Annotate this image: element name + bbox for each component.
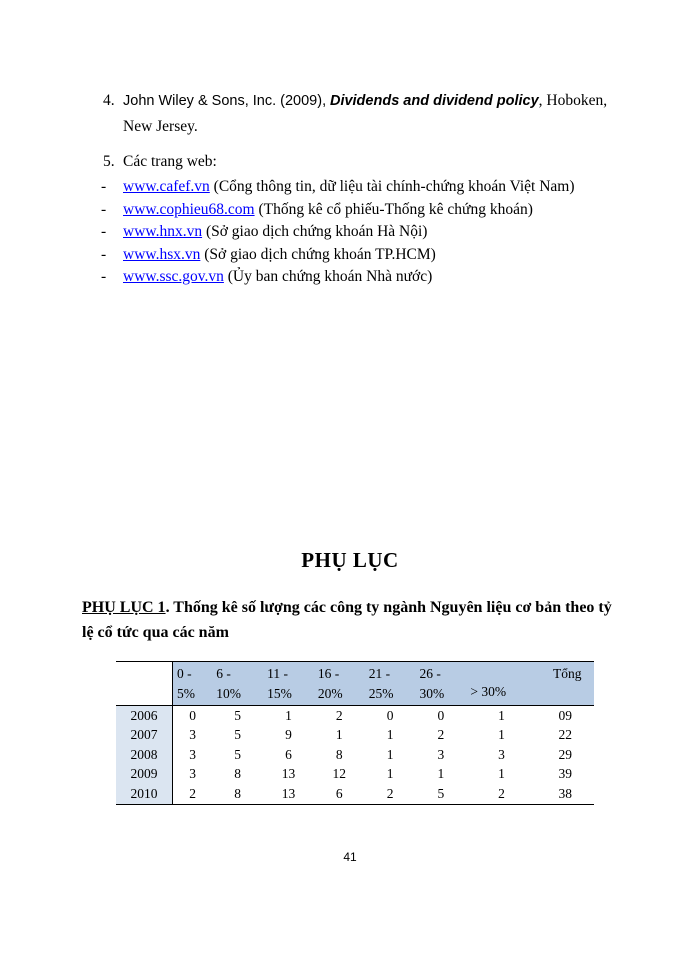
table-cell: 2 <box>466 784 536 804</box>
column-header: 6 - 10% <box>212 662 263 706</box>
appendix-description: . Thống kê số lượng các công ty ngành Nguyên liệu cơ bản theo tỷ lệ cổ tức qua các năm <box>82 599 612 641</box>
link-hnx[interactable]: www.hnx.vn <box>123 223 203 240</box>
table-cell: 1 <box>498 727 505 743</box>
link-hsx[interactable]: www.hsx.vn <box>123 245 201 263</box>
table-row <box>116 726 594 746</box>
list-item <box>101 221 575 244</box>
table-cell: 9 <box>285 727 292 743</box>
column-header: 16 - 20% <box>314 662 365 706</box>
reference-number: 5. <box>103 153 115 170</box>
table-cell: 6 <box>285 746 292 762</box>
bullet: - <box>101 178 107 195</box>
list-item <box>101 266 575 289</box>
table-cell: 5 <box>234 707 242 723</box>
table-cell: 1 <box>437 766 445 782</box>
column-header-total: Tổng <box>537 662 594 706</box>
column-header: 26 - 30% <box>416 662 467 706</box>
table-cell: 1 <box>386 727 394 743</box>
column-header: 11 - 15% <box>263 662 314 706</box>
reference-heading: Các trang web: <box>123 153 217 170</box>
reference-publisher: John Wiley & Sons, Inc. (2009), <box>123 93 327 109</box>
table-cell: 1 <box>386 766 394 782</box>
table-cell: 0 <box>189 707 196 723</box>
table-cell: 1 <box>498 766 505 782</box>
table-cell: 5 <box>416 784 467 804</box>
row-year: 2010 <box>116 784 173 804</box>
table-cell: 2 <box>173 784 213 804</box>
table-cell: 13 <box>263 784 314 804</box>
website-list <box>101 176 575 289</box>
reference-item-5 <box>103 153 217 171</box>
link-description: (Thống kê cổ phiếu-Thống kê chứng khoán) <box>254 200 533 218</box>
table-cell: 8 <box>335 746 343 762</box>
table-cell: 2 <box>335 707 343 723</box>
link-description: (Sở giao dịch chứng khoán TP.HCM) <box>200 245 436 263</box>
list-item <box>101 199 575 222</box>
reference-location: , Hoboken, <box>538 92 608 109</box>
table-cell-total: 29 <box>558 746 573 762</box>
table-cell: 6 <box>314 784 365 804</box>
bullet: - <box>101 268 107 285</box>
link-cafef[interactable]: www.cafef.vn <box>123 178 210 195</box>
column-header: > 30% <box>466 662 536 706</box>
bullet: - <box>101 200 107 218</box>
link-description: (Sở giao dịch chứng khoán Hà Nội) <box>202 223 428 240</box>
table-cell: 12 <box>332 766 347 782</box>
link-description: (Cổng thông tin, dữ liệu tài chính-chứng khoán Việt Nam) <box>209 178 575 195</box>
table-row <box>116 706 594 726</box>
table-cell: 3 <box>189 727 196 743</box>
table-cell: 3 <box>437 746 445 762</box>
list-item <box>101 176 575 199</box>
list-item <box>101 244 575 267</box>
row-year: 2006 <box>116 706 173 726</box>
table-cell: 1 <box>285 707 292 723</box>
row-year: 2009 <box>116 765 173 785</box>
dividend-stats-table <box>116 661 594 805</box>
table-row <box>116 765 594 785</box>
table-cell-total: 39 <box>558 766 573 782</box>
row-year: 2007 <box>116 726 173 746</box>
table-cell: 2 <box>437 727 445 743</box>
table-cell-total: 38 <box>537 784 594 804</box>
table-cell: 13 <box>281 766 296 782</box>
table-cell: 3 <box>498 746 505 762</box>
bullet: - <box>101 223 107 240</box>
table-cell: 5 <box>234 746 242 762</box>
appendix-title: PHỤ LỤC <box>301 548 399 572</box>
link-ssc[interactable]: www.ssc.gov.vn <box>123 268 224 285</box>
link-cophieu68[interactable]: www.cophieu68.com <box>123 200 255 218</box>
table-row <box>116 784 594 804</box>
bullet: - <box>101 245 107 263</box>
reference-title: Dividends and dividend policy <box>329 93 539 109</box>
table-cell: 2 <box>365 784 416 804</box>
appendix-label: PHỤ LỤC 1 <box>82 599 166 616</box>
corner-cell <box>116 662 173 706</box>
table-cell: 8 <box>212 784 263 804</box>
table-cell: 1 <box>386 746 394 762</box>
table-cell: 3 <box>189 766 196 782</box>
table-header-row <box>116 662 594 706</box>
column-header: 0 - 5% <box>173 662 213 706</box>
row-year: 2008 <box>116 745 173 765</box>
table-row <box>116 745 594 765</box>
appendix-subtitle <box>82 595 627 645</box>
table-cell: 1 <box>335 727 343 743</box>
reference-number: 4. <box>103 92 115 109</box>
link-description: (Ủy ban chứng khoán Nhà nước) <box>223 268 433 285</box>
table-cell-total: 09 <box>558 707 573 723</box>
page-number: 41 <box>343 850 357 864</box>
column-header: 21 - 25% <box>365 662 416 706</box>
reference-location-cont: New Jersey. <box>123 118 198 135</box>
table-cell: 8 <box>234 766 242 782</box>
table-cell: 3 <box>189 746 196 762</box>
reference-item-4 <box>103 88 623 140</box>
table-cell: 0 <box>386 707 394 723</box>
table-cell-total: 22 <box>558 727 573 743</box>
table-cell: 1 <box>498 707 505 723</box>
table-cell: 5 <box>234 727 242 743</box>
table-cell: 0 <box>437 707 445 723</box>
